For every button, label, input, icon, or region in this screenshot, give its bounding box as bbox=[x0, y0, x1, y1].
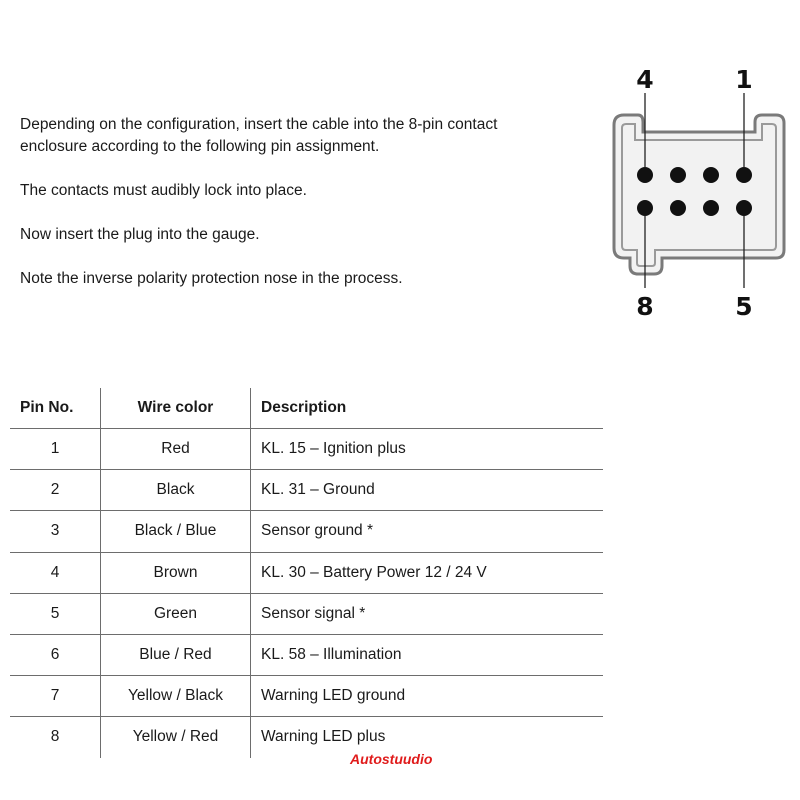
cell-wire: Blue / Red bbox=[101, 634, 251, 675]
instruction-line: Now insert the plug into the gauge. bbox=[20, 226, 260, 243]
table-row bbox=[10, 552, 603, 593]
cell-pin: 1 bbox=[10, 429, 101, 470]
pin-assignment-table bbox=[10, 388, 603, 758]
header-wire-color: Wire color bbox=[101, 388, 251, 429]
pin-label-1: 1 bbox=[735, 65, 753, 94]
connector-diagram bbox=[600, 60, 800, 330]
pin-7-dot bbox=[670, 200, 686, 216]
cell-pin: 4 bbox=[10, 552, 101, 593]
cell-description: Sensor signal * bbox=[251, 593, 604, 634]
table-row bbox=[10, 634, 603, 675]
instruction-line: Depending on the configuration, insert the cable into the 8-pin contact bbox=[20, 116, 498, 133]
pin-2-dot bbox=[703, 167, 719, 183]
cell-description: KL. 15 – Ignition plus bbox=[251, 429, 604, 470]
pin-1-dot bbox=[736, 167, 752, 183]
cell-description: Warning LED ground bbox=[251, 676, 604, 717]
cell-wire: Brown bbox=[101, 552, 251, 593]
cell-wire: Black bbox=[101, 470, 251, 511]
pin-label-5: 5 bbox=[735, 292, 753, 321]
cell-wire: Green bbox=[101, 593, 251, 634]
table-header-row bbox=[10, 388, 603, 429]
cell-description: Warning LED plus bbox=[251, 717, 604, 758]
table-row bbox=[10, 593, 603, 634]
cell-wire: Yellow / Red bbox=[101, 717, 251, 758]
cell-description: KL. 58 – Illumination bbox=[251, 634, 604, 675]
watermark-autostuudio: Autostuudio bbox=[350, 751, 433, 767]
cell-wire: Black / Blue bbox=[101, 511, 251, 552]
cell-pin: 5 bbox=[10, 593, 101, 634]
cell-description: Sensor ground * bbox=[251, 511, 604, 552]
pin-label-8: 8 bbox=[636, 292, 654, 321]
pin-3-dot bbox=[670, 167, 686, 183]
cell-wire: Red bbox=[101, 429, 251, 470]
table-row bbox=[10, 676, 603, 717]
pin-4-dot bbox=[637, 167, 653, 183]
cell-description: KL. 30 – Battery Power 12 / 24 V bbox=[251, 552, 604, 593]
pin-label-4: 4 bbox=[636, 65, 654, 94]
instruction-line: enclosure according to the following pin assignment. bbox=[20, 138, 380, 155]
cell-description: KL. 31 – Ground bbox=[251, 470, 604, 511]
pin-8-dot bbox=[637, 200, 653, 216]
pin-5-dot bbox=[736, 200, 752, 216]
table-row bbox=[10, 717, 603, 758]
cell-pin: 2 bbox=[10, 470, 101, 511]
table-row bbox=[10, 429, 603, 470]
instruction-line: Note the inverse polarity protection nose in the process. bbox=[20, 270, 403, 287]
instruction-line: The contacts must audibly lock into place. bbox=[20, 182, 307, 199]
table-row bbox=[10, 511, 603, 552]
cell-pin: 6 bbox=[10, 634, 101, 675]
instructions-text bbox=[20, 114, 580, 290]
pin-6-dot bbox=[703, 200, 719, 216]
table-row bbox=[10, 470, 603, 511]
cell-pin: 3 bbox=[10, 511, 101, 552]
cell-pin: 8 bbox=[50, 728, 60, 746]
cell-pin: 7 bbox=[10, 676, 101, 717]
header-description: Description bbox=[251, 388, 604, 429]
cell-wire: Yellow / Black bbox=[101, 676, 251, 717]
header-pin-no: Pin No. bbox=[10, 388, 101, 429]
